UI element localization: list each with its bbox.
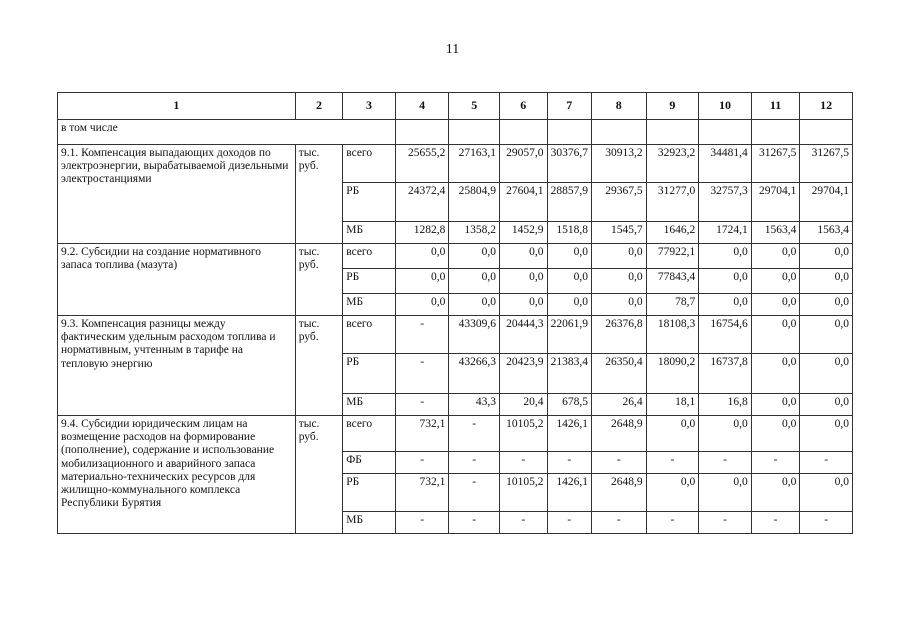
value-cell: 16,8 bbox=[699, 394, 752, 416]
value-cell: 26,4 bbox=[592, 394, 647, 416]
value-cell: - bbox=[699, 512, 752, 534]
value-cell: 1518,8 bbox=[547, 222, 592, 244]
value-cell: 0,0 bbox=[751, 416, 800, 452]
value-cell: 0,0 bbox=[449, 244, 500, 269]
value-cell: 32923,2 bbox=[646, 145, 699, 183]
column-number-header: 12 bbox=[800, 93, 853, 120]
value-cell: - bbox=[800, 452, 853, 474]
value-cell: - bbox=[646, 512, 699, 534]
value-cell: 25804,9 bbox=[449, 183, 500, 222]
column-number-header: 4 bbox=[395, 93, 449, 120]
value-cell: 25655,2 bbox=[395, 145, 449, 183]
value-cell: 0,0 bbox=[751, 316, 800, 354]
value-cell: 0,0 bbox=[499, 269, 547, 294]
value-cell: 732,1 bbox=[395, 416, 449, 452]
empty-cell bbox=[699, 120, 752, 145]
column-number-header: 9 bbox=[646, 93, 699, 120]
value-cell: 0,0 bbox=[395, 269, 449, 294]
value-cell: 0,0 bbox=[699, 244, 752, 269]
empty-cell bbox=[547, 120, 592, 145]
value-cell: 0,0 bbox=[699, 294, 752, 316]
value-cell: 0,0 bbox=[751, 244, 800, 269]
funding-source: РБ bbox=[343, 354, 396, 394]
funding-source: всего bbox=[343, 316, 396, 354]
value-cell: 1452,9 bbox=[499, 222, 547, 244]
funding-source: всего bbox=[343, 416, 396, 452]
value-cell: 77843,4 bbox=[646, 269, 699, 294]
value-cell: 0,0 bbox=[499, 244, 547, 269]
value-cell: 1563,4 bbox=[751, 222, 800, 244]
empty-cell bbox=[592, 120, 647, 145]
value-cell: 0,0 bbox=[499, 294, 547, 316]
value-cell: 0,0 bbox=[592, 294, 647, 316]
table-row bbox=[58, 416, 853, 452]
value-cell: 0,0 bbox=[699, 269, 752, 294]
value-cell: - bbox=[751, 512, 800, 534]
value-cell: 26350,4 bbox=[592, 354, 647, 394]
funding-source: всего bbox=[343, 145, 396, 183]
value-cell: - bbox=[395, 354, 449, 394]
value-cell: - bbox=[751, 452, 800, 474]
value-cell: 0,0 bbox=[800, 294, 853, 316]
value-cell: 24372,4 bbox=[395, 183, 449, 222]
value-cell: - bbox=[449, 512, 500, 534]
value-cell: 27163,1 bbox=[449, 145, 500, 183]
value-cell: 27604,1 bbox=[499, 183, 547, 222]
value-cell: - bbox=[449, 474, 500, 512]
value-cell: 0,0 bbox=[395, 244, 449, 269]
column-number-header: 5 bbox=[449, 93, 500, 120]
row-name: 9.4. Субсидии юридическим лицам на возмещение расходов на формирование (пополнение), содержание и использование мобилизационного и аварийного запаса материально-технических ресурсов для жилищно-коммунального комплекса Республики Бурятия bbox=[58, 416, 296, 534]
funding-source: МБ bbox=[343, 222, 396, 244]
funding-source: РБ bbox=[343, 269, 396, 294]
column-number-header: 10 bbox=[699, 93, 752, 120]
value-cell: 18108,3 bbox=[646, 316, 699, 354]
value-cell: - bbox=[699, 452, 752, 474]
value-cell: 1724,1 bbox=[699, 222, 752, 244]
table-row bbox=[58, 145, 853, 183]
value-cell: 0,0 bbox=[547, 294, 592, 316]
value-cell: 1282,8 bbox=[395, 222, 449, 244]
column-number-header: 1 bbox=[58, 93, 296, 120]
value-cell: 29704,1 bbox=[800, 183, 853, 222]
column-number-header: 3 bbox=[343, 93, 396, 120]
value-cell: 732,1 bbox=[395, 474, 449, 512]
value-cell: 20,4 bbox=[499, 394, 547, 416]
budget-table bbox=[57, 92, 853, 534]
funding-source: всего bbox=[343, 244, 396, 269]
value-cell: 31277,0 bbox=[646, 183, 699, 222]
funding-source: МБ bbox=[343, 512, 396, 534]
value-cell: 43309,6 bbox=[449, 316, 500, 354]
value-cell: 0,0 bbox=[547, 269, 592, 294]
value-cell: 0,0 bbox=[800, 354, 853, 394]
value-cell: 1358,2 bbox=[449, 222, 500, 244]
value-cell: 678,5 bbox=[547, 394, 592, 416]
value-cell: 1426,1 bbox=[547, 416, 592, 452]
value-cell: 26376,8 bbox=[592, 316, 647, 354]
funding-source: РБ bbox=[343, 183, 396, 222]
value-cell: 21383,4 bbox=[547, 354, 592, 394]
value-cell: 0,0 bbox=[699, 474, 752, 512]
value-cell: 0,0 bbox=[751, 354, 800, 394]
value-cell: 78,7 bbox=[646, 294, 699, 316]
unit-cell: тыс. руб. bbox=[295, 416, 343, 534]
value-cell: 29057,0 bbox=[499, 145, 547, 183]
page-number: 11 bbox=[445, 42, 460, 57]
value-cell: 0,0 bbox=[751, 294, 800, 316]
column-number-header: 2 bbox=[295, 93, 343, 120]
funding-source: ФБ bbox=[343, 452, 396, 474]
value-cell: 0,0 bbox=[592, 269, 647, 294]
value-cell: 43,3 bbox=[449, 394, 500, 416]
value-cell: - bbox=[449, 452, 500, 474]
value-cell: - bbox=[592, 512, 647, 534]
value-cell: 0,0 bbox=[646, 416, 699, 452]
value-cell: 0,0 bbox=[751, 474, 800, 512]
unit-cell: тыс. руб. bbox=[295, 316, 343, 416]
value-cell: 28857,9 bbox=[547, 183, 592, 222]
value-cell: 0,0 bbox=[800, 316, 853, 354]
funding-source: РБ bbox=[343, 474, 396, 512]
value-cell: 20444,3 bbox=[499, 316, 547, 354]
value-cell: - bbox=[499, 512, 547, 534]
value-cell: 0,0 bbox=[699, 416, 752, 452]
table-row bbox=[58, 244, 853, 269]
value-cell: 0,0 bbox=[449, 269, 500, 294]
value-cell: 20423,9 bbox=[499, 354, 547, 394]
value-cell: 43266,3 bbox=[449, 354, 500, 394]
value-cell: 30376,7 bbox=[547, 145, 592, 183]
column-number-header: 6 bbox=[499, 93, 547, 120]
value-cell: 16754,6 bbox=[699, 316, 752, 354]
value-cell: 29367,5 bbox=[592, 183, 647, 222]
column-number-header: 8 bbox=[592, 93, 647, 120]
value-cell: 0,0 bbox=[800, 269, 853, 294]
value-cell: 0,0 bbox=[751, 269, 800, 294]
section-row bbox=[58, 120, 853, 145]
value-cell: 77922,1 bbox=[646, 244, 699, 269]
empty-cell bbox=[499, 120, 547, 145]
column-number-row bbox=[58, 93, 853, 120]
value-cell: 0,0 bbox=[751, 394, 800, 416]
value-cell: 16737,8 bbox=[699, 354, 752, 394]
value-cell: 2648,9 bbox=[592, 416, 647, 452]
value-cell: - bbox=[395, 394, 449, 416]
value-cell: 31267,5 bbox=[800, 145, 853, 183]
value-cell: - bbox=[547, 452, 592, 474]
value-cell: 10105,2 bbox=[499, 474, 547, 512]
value-cell: 0,0 bbox=[547, 244, 592, 269]
value-cell: 2648,9 bbox=[592, 474, 647, 512]
value-cell: 30913,2 bbox=[592, 145, 647, 183]
value-cell: 1646,2 bbox=[646, 222, 699, 244]
value-cell: - bbox=[499, 452, 547, 474]
funding-source: МБ bbox=[343, 294, 396, 316]
value-cell: - bbox=[449, 416, 500, 452]
value-cell: - bbox=[547, 512, 592, 534]
row-name: 9.1. Компенсация выпадающих доходов по электроэнергии, вырабатываемой дизельными электростанциями bbox=[58, 145, 296, 244]
table-row bbox=[58, 316, 853, 354]
empty-cell bbox=[751, 120, 800, 145]
value-cell: 18,1 bbox=[646, 394, 699, 416]
value-cell: 0,0 bbox=[800, 244, 853, 269]
value-cell: 31267,5 bbox=[751, 145, 800, 183]
value-cell: 0,0 bbox=[646, 474, 699, 512]
unit-cell: тыс. руб. bbox=[295, 145, 343, 244]
value-cell: 1563,4 bbox=[800, 222, 853, 244]
value-cell: 0,0 bbox=[449, 294, 500, 316]
value-cell: 1545,7 bbox=[592, 222, 647, 244]
value-cell: - bbox=[800, 512, 853, 534]
value-cell: - bbox=[395, 452, 449, 474]
value-cell: - bbox=[395, 316, 449, 354]
value-cell: 0,0 bbox=[395, 294, 449, 316]
empty-cell bbox=[646, 120, 699, 145]
value-cell: - bbox=[646, 452, 699, 474]
section-label: в том числе bbox=[58, 120, 396, 145]
row-name: 9.3. Компенсация разницы между фактическим удельным расходом топлива и нормативным, учтенным в тарифе на тепловую энергию bbox=[58, 316, 296, 416]
value-cell: - bbox=[395, 512, 449, 534]
value-cell: 0,0 bbox=[800, 474, 853, 512]
value-cell: 10105,2 bbox=[499, 416, 547, 452]
unit-cell: тыс. руб. bbox=[295, 244, 343, 316]
value-cell: 22061,9 bbox=[547, 316, 592, 354]
value-cell: 18090,2 bbox=[646, 354, 699, 394]
value-cell: 0,0 bbox=[800, 416, 853, 452]
column-number-header: 7 bbox=[547, 93, 592, 120]
funding-source: МБ bbox=[343, 394, 396, 416]
value-cell: 1426,1 bbox=[547, 474, 592, 512]
empty-cell bbox=[800, 120, 853, 145]
value-cell: 32757,3 bbox=[699, 183, 752, 222]
column-number-header: 11 bbox=[751, 93, 800, 120]
empty-cell bbox=[449, 120, 500, 145]
value-cell: - bbox=[592, 452, 647, 474]
value-cell: 0,0 bbox=[592, 244, 647, 269]
value-cell: 34481,4 bbox=[699, 145, 752, 183]
value-cell: 0,0 bbox=[800, 394, 853, 416]
row-name: 9.2. Субсидии на создание нормативного запаса топлива (мазута) bbox=[58, 244, 296, 316]
empty-cell bbox=[395, 120, 449, 145]
value-cell: 29704,1 bbox=[751, 183, 800, 222]
